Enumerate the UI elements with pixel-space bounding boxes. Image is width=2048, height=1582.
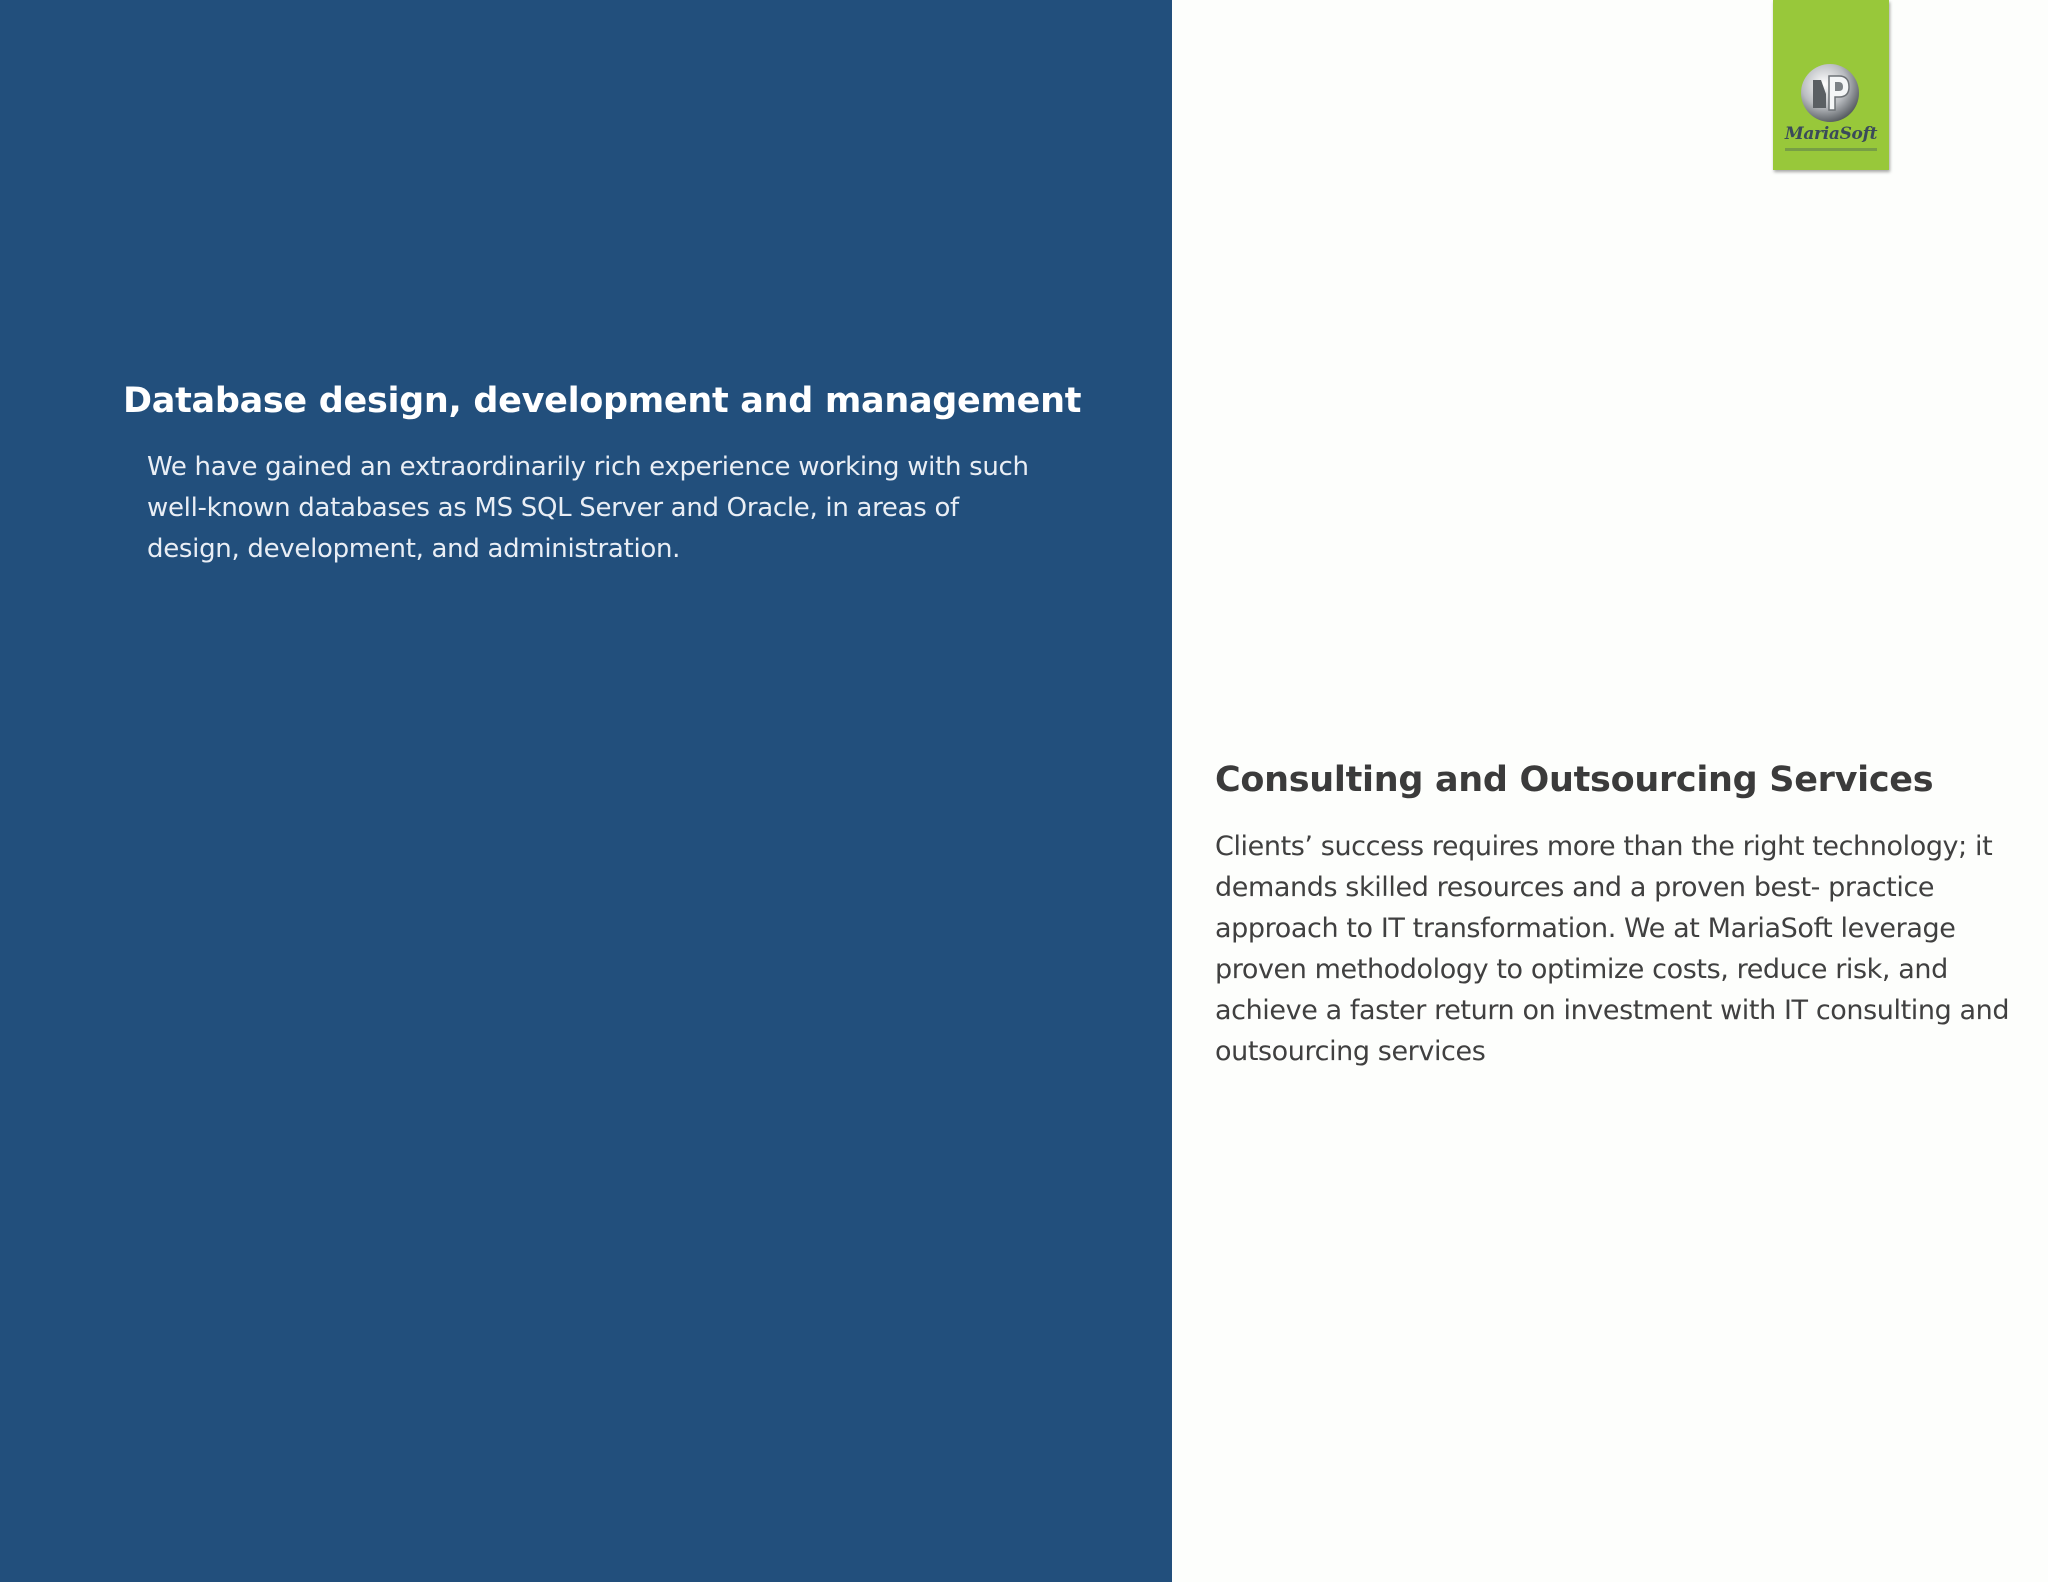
mariasoft-emblem-icon [1799, 62, 1861, 124]
section-body-consulting: Clients’ success requires more than the right technology; it demands skilled resources and a proven best- practice approach to IT transformation. We at MariaSoft leverage proven methodology to optimize costs, reduce risk, and achieve a faster return on investment with IT consulting and outsourcing services [1215, 831, 2010, 1067]
mariasoft-logo [1773, 0, 1889, 170]
section-heading-consulting: Consulting and Outsourcing Services [1215, 760, 1934, 800]
section-heading-database: Database design, development and management [123, 381, 1082, 421]
section-body-database: We have gained an extraordinarily rich experience working with such well-known databases as MS SQL Server and Oracle, in areas of design, development, and administration. [147, 452, 1029, 564]
logo-wordmark: MariaSoft [1784, 124, 1878, 144]
logo-tagline [1773, 148, 1889, 152]
